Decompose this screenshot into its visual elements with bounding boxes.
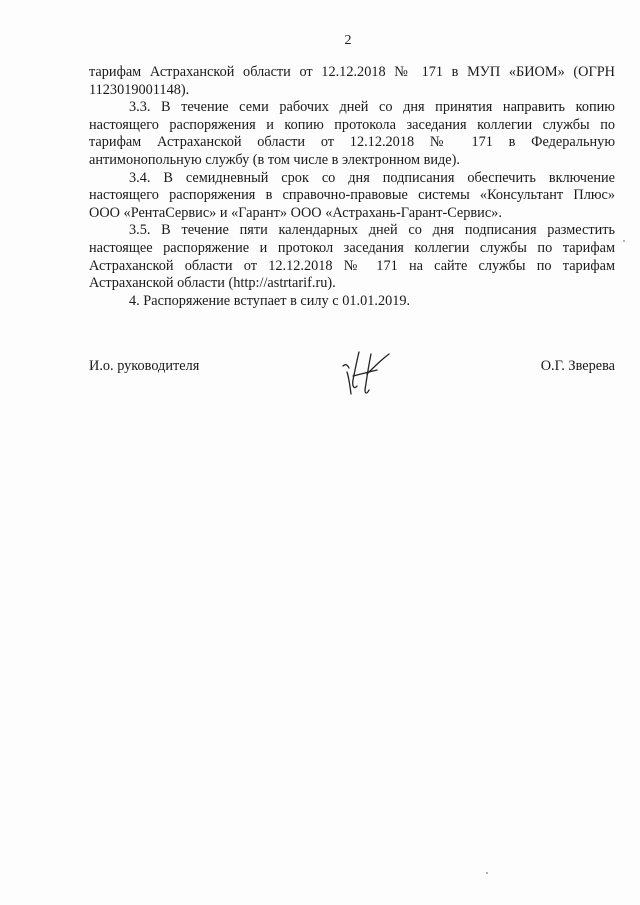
text-line: Астраханской области (http://astrtarif.ru). [89, 275, 336, 292]
text-line: антимонопольную службу (в том числе в электронном виде). [89, 151, 460, 168]
signer-title: И.о. руководителя [89, 358, 200, 374]
text-line: 3.3. В течение семи рабочих дней со дня принятия направить копию [129, 99, 615, 116]
text-line: Астраханской области от 12.12.2018 № 171 на сайте службы по тарифам [89, 257, 615, 274]
signer-name: О.Г. Зверева [540, 358, 615, 374]
paragraph-4 [89, 293, 615, 311]
text-line: 4. Распоряжение вступает в силу с 01.01.2019. [129, 292, 411, 309]
text-line: настоящего распоряжения в справочно-правовые системы «Консультант Плюс» [89, 187, 615, 204]
text-line: настоящего распоряжения и копию протокола заседания коллегии службы по [89, 116, 615, 133]
text-line: 1123019001148). [89, 81, 190, 98]
text-line: тарифам Астраханской области от 12.12.2018 № 171 в МУП «БИОМ» (ОГРН [89, 64, 615, 80]
text-line: 3.5. В течение пяти календарных дней со дня подписания разместить [129, 222, 615, 239]
scan-speck [486, 872, 488, 874]
paragraph-3-3 [89, 99, 615, 169]
text-line: тарифам Астраханской области от 12.12.2018 № 171 в Федеральную [89, 134, 615, 151]
scan-speck [623, 240, 625, 242]
signature-block [89, 358, 615, 398]
paragraph-3-5 [89, 222, 615, 292]
text-line: настоящее распоряжение и протокол заседания коллегии службы по тарифам [89, 239, 615, 256]
page-number: 2 [344, 33, 352, 48]
document-body [89, 64, 615, 310]
text-line: ООО «РентаСервис» и «Гарант» ООО «Астрахань-Гарант-Сервис». [89, 204, 502, 221]
text-line: 3.4. В семидневный срок со дня подписания обеспечить включение [129, 169, 615, 186]
paragraph-continuation [89, 64, 615, 99]
handwritten-signature [337, 346, 397, 402]
paragraph-3-4 [89, 170, 615, 223]
